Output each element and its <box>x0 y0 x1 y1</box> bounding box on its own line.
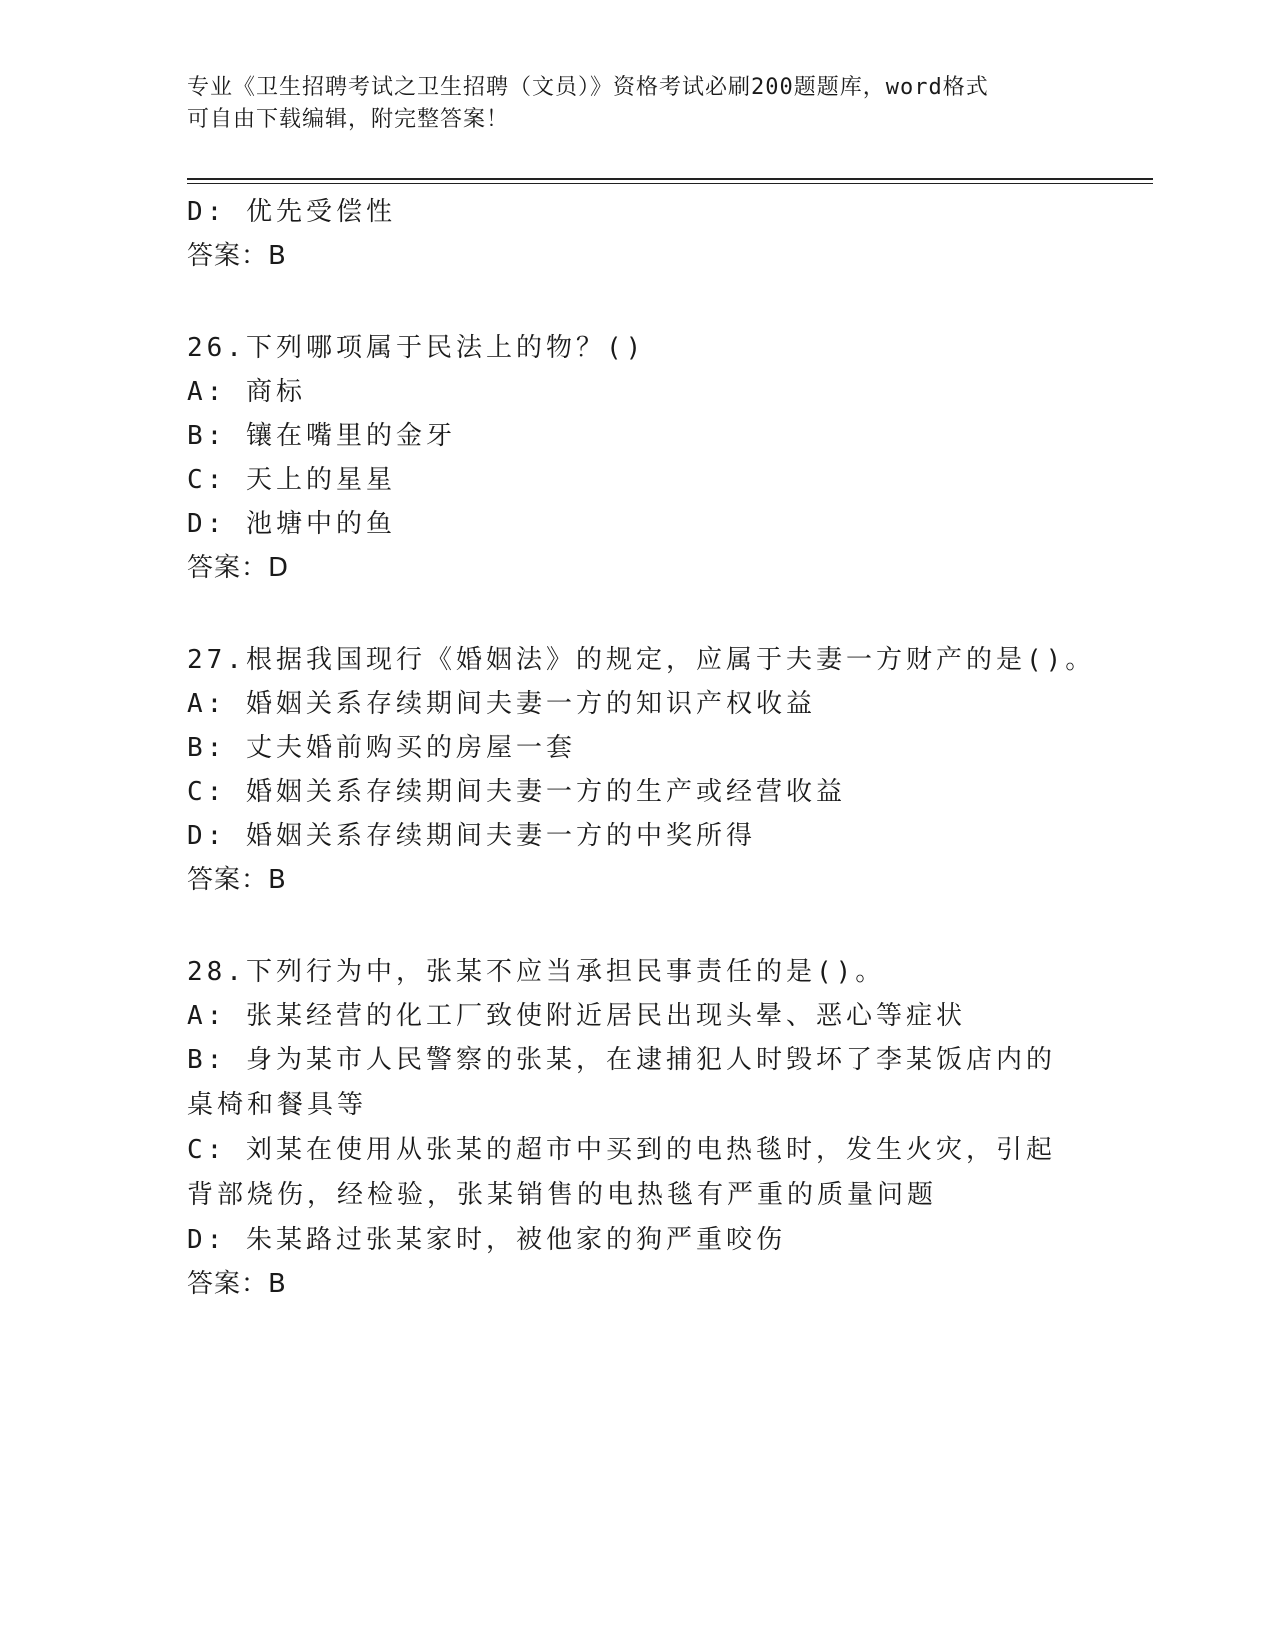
question-28 <box>187 950 1087 1306</box>
question-stem: 27.根据我国现行《婚姻法》的规定，应属于夫妻一方财产的是()。 <box>187 645 1096 675</box>
option-d: D: 优先受偿性 <box>187 197 396 227</box>
question-stem: 28.下列行为中，张某不应当承担民事责任的是()。 <box>187 957 886 987</box>
option-c: C: 刘某在使用从张某的超市中买到的电热毯时，发生火灾，引起背部烧伤，经检验，张某销售的电热毯有严重的质量问题 <box>187 1135 1056 1210</box>
option-d: D: 池塘中的鱼 <box>187 509 396 539</box>
question-stem: 26.下列哪项属于民法上的物？() <box>187 333 646 363</box>
option-c: C: 婚姻关系存续期间夫妻一方的生产或经营收益 <box>187 777 846 807</box>
header-divider <box>187 178 1153 184</box>
option-d: D: 朱某路过张某家时，被他家的狗严重咬伤 <box>187 1225 786 1255</box>
option-b: B: 身为某市人民警察的张某，在逮捕犯人时毁坏了李某饭店内的桌椅和餐具等 <box>187 1045 1056 1120</box>
option-b: B: 镶在嘴里的金牙 <box>187 421 456 451</box>
question-26 <box>187 326 1087 590</box>
header-line-2: 可自由下载编辑，附完整答案！ <box>187 107 510 132</box>
previous-question-tail <box>187 190 1087 278</box>
option-d: D: 婚姻关系存续期间夫妻一方的中奖所得 <box>187 821 756 851</box>
option-c: C: 天上的星星 <box>187 465 396 495</box>
question-27 <box>187 638 1096 902</box>
document-header <box>187 72 1087 136</box>
answer-line: 答案：B <box>187 241 287 271</box>
option-a: A: 婚姻关系存续期间夫妻一方的知识产权收益 <box>187 689 816 719</box>
question-content <box>187 190 1096 1306</box>
option-a: A: 张某经营的化工厂致使附近居民出现头晕、恶心等症状 <box>187 1001 966 1031</box>
answer-line: 答案：B <box>187 1269 287 1299</box>
option-a: A: 商标 <box>187 377 306 407</box>
header-line-1: 专业《卫生招聘考试之卫生招聘（文员）》资格考试必刷200题题库，word格式 <box>187 75 989 100</box>
option-b: B: 丈夫婚前购买的房屋一套 <box>187 733 576 763</box>
answer-line: 答案：B <box>187 865 287 895</box>
answer-line: 答案：D <box>187 553 290 583</box>
